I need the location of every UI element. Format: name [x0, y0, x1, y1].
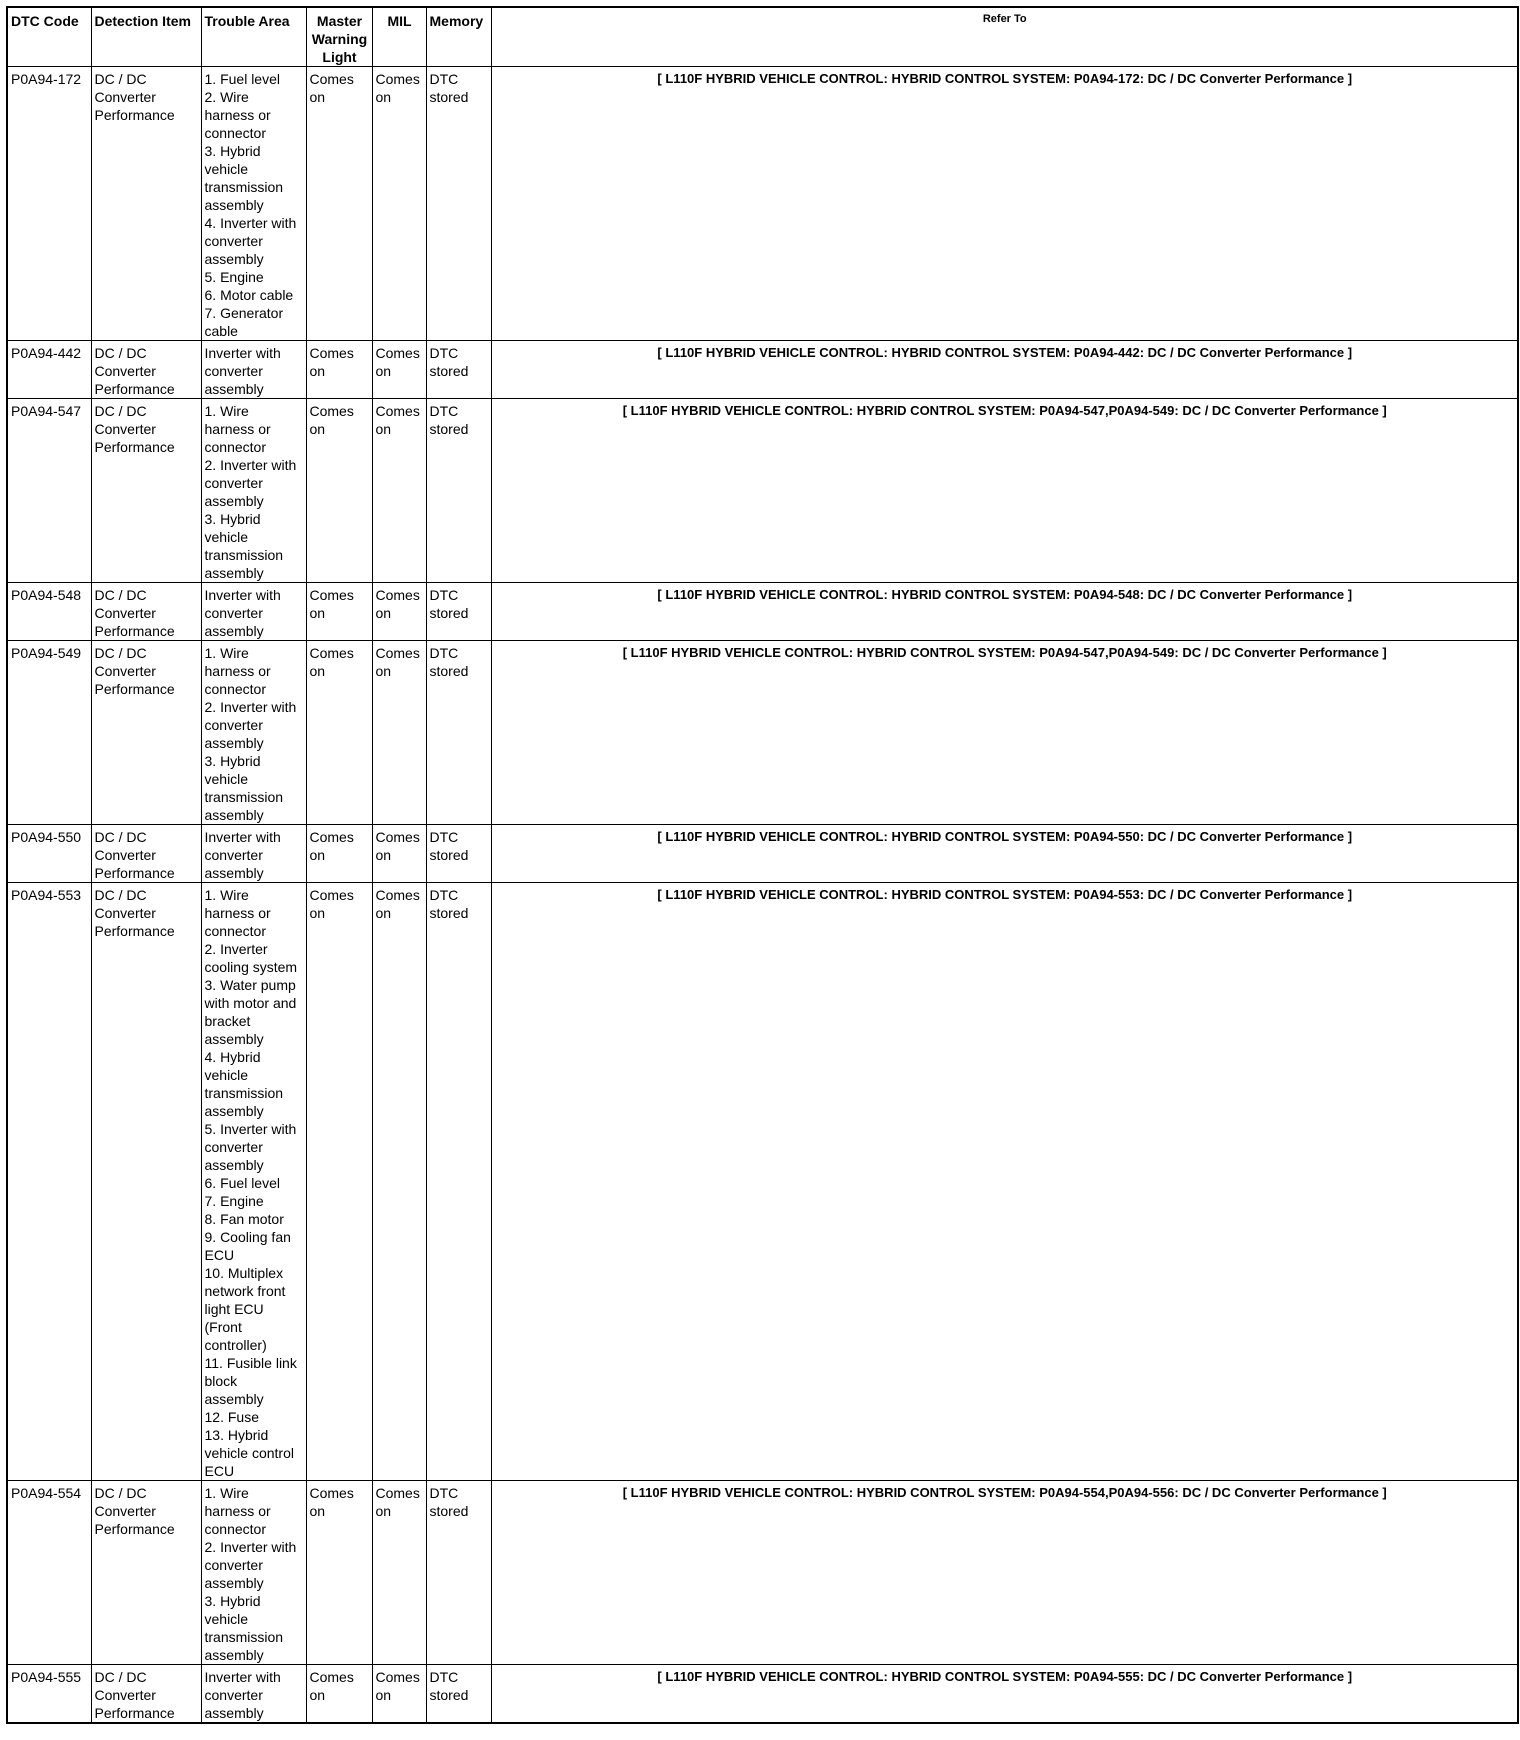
master-warning-cell: Comes on [306, 399, 372, 583]
mil-cell: Comes on [372, 1481, 426, 1665]
table-row [7, 399, 1518, 583]
header-mil: MIL [372, 7, 426, 67]
detection-item-cell: DC / DC Converter Performance [91, 641, 201, 825]
mil-cell: Comes on [372, 583, 426, 641]
table-row [7, 341, 1518, 399]
dtc-code-cell: P0A94-548 [7, 583, 91, 641]
refer-to-link[interactable]: [ L110F HYBRID VEHICLE CONTROL: HYBRID CONTROL SYSTEM: P0A94-172: DC / DC Converter Performance ] [491, 67, 1518, 341]
dtc-code-cell: P0A94-547 [7, 399, 91, 583]
detection-item-cell: DC / DC Converter Performance [91, 399, 201, 583]
table-row [7, 67, 1518, 341]
trouble-area-cell: 1. Wire harness or connector 2. Inverter cooling system 3. Water pump with motor and bracket assembly 4. Hybrid vehicle transmission assembly 5. Inverter with converter assembly 6. Fuel level 7. Engine 8. Fan motor 9. Cooling fan ECU 10. Multiplex network front light ECU (Front controller) 11. Fusible link block assembly 12. Fuse 13. Hybrid vehicle control ECU [201, 883, 306, 1481]
memory-cell: DTC stored [426, 583, 491, 641]
memory-cell: DTC stored [426, 67, 491, 341]
master-warning-cell: Comes on [306, 1665, 372, 1724]
table-body [7, 67, 1518, 1724]
refer-to-link[interactable]: [ L110F HYBRID VEHICLE CONTROL: HYBRID CONTROL SYSTEM: P0A94-442: DC / DC Converter Performance ] [491, 341, 1518, 399]
detection-item-cell: DC / DC Converter Performance [91, 1665, 201, 1724]
trouble-area-cell: 1. Wire harness or connector 2. Inverter with converter assembly 3. Hybrid vehicle transmission assembly [201, 1481, 306, 1665]
table-row [7, 883, 1518, 1481]
master-warning-cell: Comes on [306, 583, 372, 641]
refer-to-link[interactable]: [ L110F HYBRID VEHICLE CONTROL: HYBRID CONTROL SYSTEM: P0A94-555: DC / DC Converter Performance ] [491, 1665, 1518, 1724]
refer-to-link[interactable]: [ L110F HYBRID VEHICLE CONTROL: HYBRID CONTROL SYSTEM: P0A94-547,P0A94-549: DC / DC Converter Performance ] [491, 641, 1518, 825]
table-row [7, 825, 1518, 883]
dtc-code-cell: P0A94-555 [7, 1665, 91, 1724]
header-dtc-code: DTC Code [7, 7, 91, 67]
mil-cell: Comes on [372, 399, 426, 583]
master-warning-cell: Comes on [306, 641, 372, 825]
master-warning-cell: Comes on [306, 883, 372, 1481]
refer-to-link[interactable]: [ L110F HYBRID VEHICLE CONTROL: HYBRID CONTROL SYSTEM: P0A94-550: DC / DC Converter Performance ] [491, 825, 1518, 883]
memory-cell: DTC stored [426, 825, 491, 883]
detection-item-cell: DC / DC Converter Performance [91, 825, 201, 883]
memory-cell: DTC stored [426, 341, 491, 399]
mil-cell: Comes on [372, 825, 426, 883]
detection-item-cell: DC / DC Converter Performance [91, 883, 201, 1481]
dtc-code-cell: P0A94-549 [7, 641, 91, 825]
refer-to-link[interactable]: [ L110F HYBRID VEHICLE CONTROL: HYBRID CONTROL SYSTEM: P0A94-547,P0A94-549: DC / DC Converter Performance ] [491, 399, 1518, 583]
table-row [7, 641, 1518, 825]
header-detection-item: Detection Item [91, 7, 201, 67]
table-header-row [7, 7, 1518, 67]
refer-to-link[interactable]: [ L110F HYBRID VEHICLE CONTROL: HYBRID CONTROL SYSTEM: P0A94-554,P0A94-556: DC / DC Converter Performance ] [491, 1481, 1518, 1665]
trouble-area-cell: 1. Wire harness or connector 2. Inverter with converter assembly 3. Hybrid vehicle transmission assembly [201, 399, 306, 583]
memory-cell: DTC stored [426, 641, 491, 825]
trouble-area-cell: 1. Wire harness or connector 2. Inverter with converter assembly 3. Hybrid vehicle transmission assembly [201, 641, 306, 825]
dtc-code-cell: P0A94-172 [7, 67, 91, 341]
header-master-warning-light: Master Warning Light [306, 7, 372, 67]
header-memory: Memory [426, 7, 491, 67]
dtc-table [6, 6, 1519, 1724]
dtc-code-cell: P0A94-550 [7, 825, 91, 883]
dtc-code-cell: P0A94-554 [7, 1481, 91, 1665]
mil-cell: Comes on [372, 341, 426, 399]
table-row [7, 1665, 1518, 1724]
detection-item-cell: DC / DC Converter Performance [91, 1481, 201, 1665]
dtc-code-cell: P0A94-442 [7, 341, 91, 399]
memory-cell: DTC stored [426, 1481, 491, 1665]
mil-cell: Comes on [372, 883, 426, 1481]
memory-cell: DTC stored [426, 1665, 491, 1724]
mil-cell: Comes on [372, 1665, 426, 1724]
dtc-code-cell: P0A94-553 [7, 883, 91, 1481]
trouble-area-cell: 1. Fuel level 2. Wire harness or connector 3. Hybrid vehicle transmission assembly 4. Inverter with converter assembly 5. Engine 6. Motor cable 7. Generator cable [201, 67, 306, 341]
table-row [7, 583, 1518, 641]
master-warning-cell: Comes on [306, 341, 372, 399]
refer-to-link[interactable]: [ L110F HYBRID VEHICLE CONTROL: HYBRID CONTROL SYSTEM: P0A94-548: DC / DC Converter Performance ] [491, 583, 1518, 641]
header-trouble-area: Trouble Area [201, 7, 306, 67]
trouble-area-cell: Inverter with converter assembly [201, 825, 306, 883]
table-row [7, 1481, 1518, 1665]
memory-cell: DTC stored [426, 399, 491, 583]
trouble-area-cell: Inverter with converter assembly [201, 583, 306, 641]
header-refer-to: Refer To [491, 7, 1518, 67]
trouble-area-cell: Inverter with converter assembly [201, 341, 306, 399]
trouble-area-cell: Inverter with converter assembly [201, 1665, 306, 1724]
master-warning-cell: Comes on [306, 1481, 372, 1665]
master-warning-cell: Comes on [306, 825, 372, 883]
detection-item-cell: DC / DC Converter Performance [91, 583, 201, 641]
refer-to-link[interactable]: [ L110F HYBRID VEHICLE CONTROL: HYBRID CONTROL SYSTEM: P0A94-553: DC / DC Converter Performance ] [491, 883, 1518, 1481]
mil-cell: Comes on [372, 67, 426, 341]
detection-item-cell: DC / DC Converter Performance [91, 341, 201, 399]
detection-item-cell: DC / DC Converter Performance [91, 67, 201, 341]
mil-cell: Comes on [372, 641, 426, 825]
memory-cell: DTC stored [426, 883, 491, 1481]
master-warning-cell: Comes on [306, 67, 372, 341]
